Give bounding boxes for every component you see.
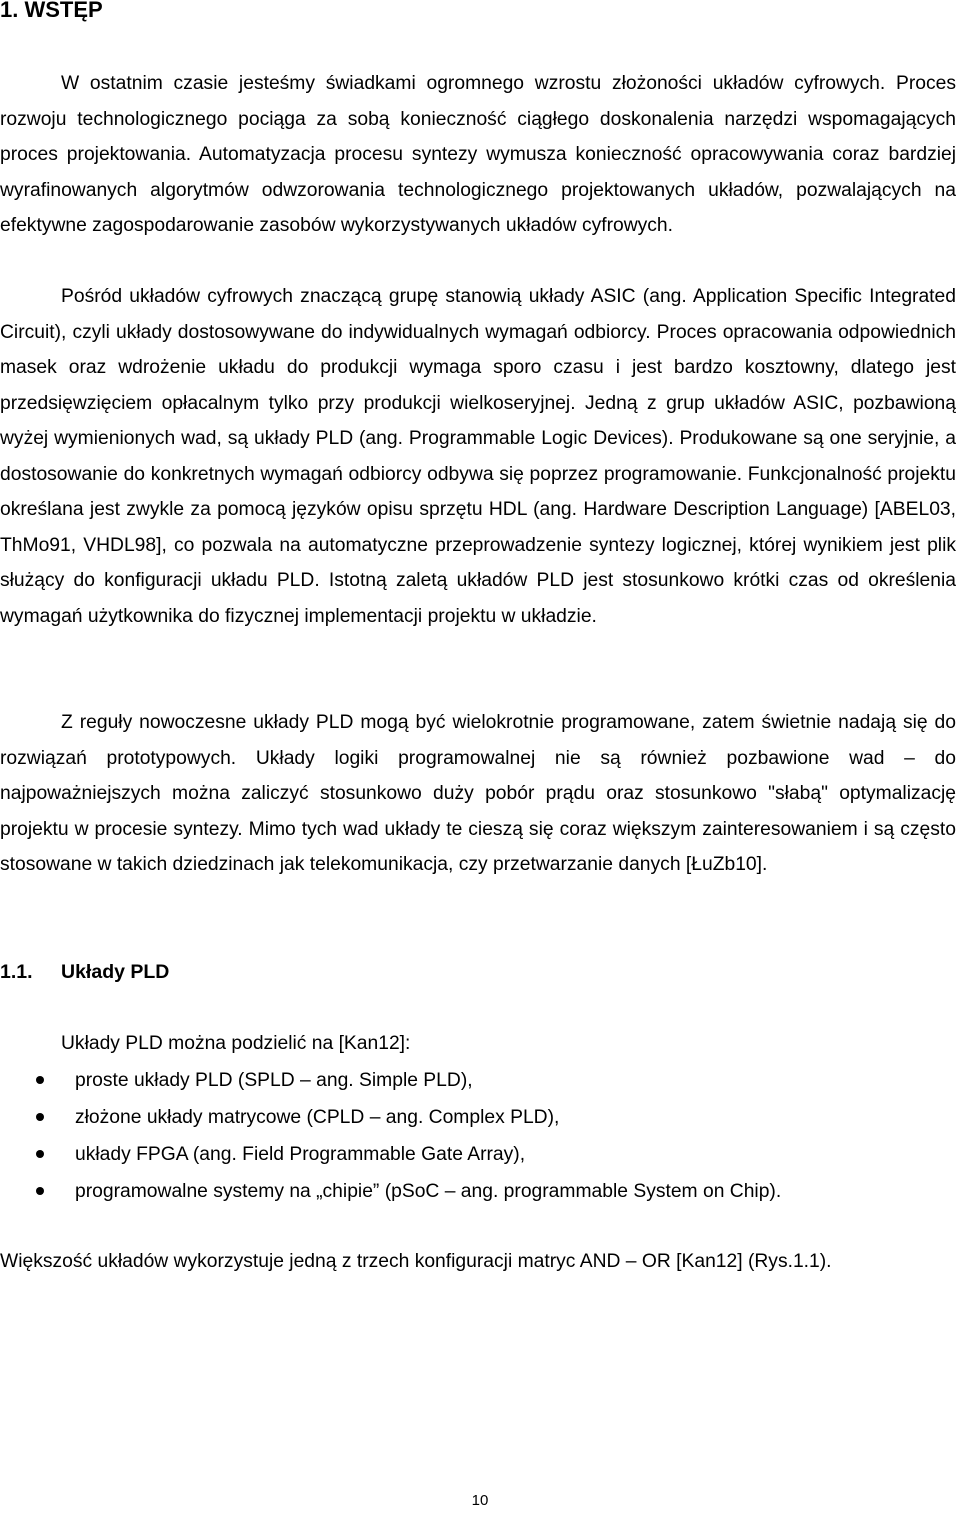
intro-paragraph-3: Z reguły nowoczesne układy PLD mogą być wielokrotnie programowane, zatem świetnie nadają się do rozwiązań prototypowych. Układy logiki programowalnej nie są również pozbawione wad – do najpoważniejszych można zaliczyć stosunkowo duży pobór prądu oraz stosunkowo "słabą" optymalizację projektu w procesie syntezy. Mimo tych wad układy te cieszą się coraz większym zainteresowaniem i są często stosowane w takich dziedzinach jak telekomunikacja, czy przetwarzanie danych [ŁuZb10]. bbox=[0, 712, 956, 875]
closing-paragraph: Większość układów wykorzystuje jedną z trzech konfiguracji matryc AND – OR [Kan12] (Rys.1.1). bbox=[0, 1251, 832, 1272]
bullet-icon bbox=[36, 1113, 44, 1121]
subsection-heading bbox=[0, 954, 169, 990]
list-item-text: programowalne systemy na „chipie” (pSoC – ang. programmable System on Chip). bbox=[75, 1181, 782, 1202]
subsection-number: 1.1. bbox=[0, 961, 33, 983]
bullet-icon bbox=[36, 1076, 44, 1084]
page-number: 10 bbox=[471, 1492, 489, 1509]
list-item-text: układy FPGA (ang. Field Programmable Gate Array), bbox=[75, 1144, 526, 1165]
bullet-icon bbox=[36, 1150, 44, 1158]
intro-paragraph-1: W ostatnim czasie jesteśmy świadkami ogromnego wzrostu złożoności układów cyfrowych. Proces rozwoju technologicznego pociąga za sobą konieczność ciągłego doskonalenia narzędzi wspomagających proces projektowania. Automatyzacja procesu syntezy wymusza konieczność opracowywania coraz bardziej wyrafinowanych algorytmów odwzorowania technologicznego projektowanych układów, pozwalających na efektywne zagospodarowanie zasobów wykorzystywanych układów cyfrowych. bbox=[0, 73, 956, 236]
section-heading: 1. WSTĘP bbox=[0, 0, 103, 22]
list-item bbox=[0, 1173, 960, 1210]
list-item-text: proste układy PLD (SPLD – ang. Simple PLD), bbox=[75, 1070, 473, 1091]
subsection-intro: Układy PLD można podzielić na [Kan12]: bbox=[61, 1033, 411, 1054]
list-item-text: złożone układy matrycowe (CPLD – ang. Complex PLD), bbox=[75, 1107, 560, 1128]
intro-paragraph-2: Pośród układów cyfrowych znaczącą grupę stanowią układy ASIC (ang. Application Specific Integrated Circuit), czyli układy dostosowywane do indywidualnych wymagań odbiorcy. Proces opracowania odpowiednich masek oraz wdrożenie układu do produkcji wymaga sporo czasu i jest bardzo kosztowny, dlatego jest przedsięwzięciem opłacalnym tylko przy produkcji wielkoseryjnej. Jedną z grup układów ASIC, pozbawioną wyżej wymienionych wad, są układy PLD (ang. Programmable Logic Devices). Produkowane są one seryjnie, a dostosowanie do konkretnych wymagań odbiorcy odbywa się poprzez programowanie. Funkcjonalność projektu określana jest zwykle za pomocą języków opisu sprzętu HDL (ang. Hardware Description Language) [ABEL03, ThMo91, VHDL98], co pozwala na automatyczne przeprowadzenie syntezy logicznej, której wynikiem jest plik służący do konfiguracji układu PLD. Istotną zaletą układów PLD jest stosunkowo krótki czas od określenia wymagań użytkownika do fizycznej implementacji projektu w układzie. bbox=[0, 286, 956, 627]
list-item bbox=[0, 1062, 960, 1099]
list-item bbox=[0, 1136, 960, 1173]
list-item bbox=[0, 1099, 960, 1136]
bullet-icon bbox=[36, 1187, 44, 1195]
subsection-title: Układy PLD bbox=[61, 961, 170, 983]
pld-types-list bbox=[0, 1062, 960, 1210]
